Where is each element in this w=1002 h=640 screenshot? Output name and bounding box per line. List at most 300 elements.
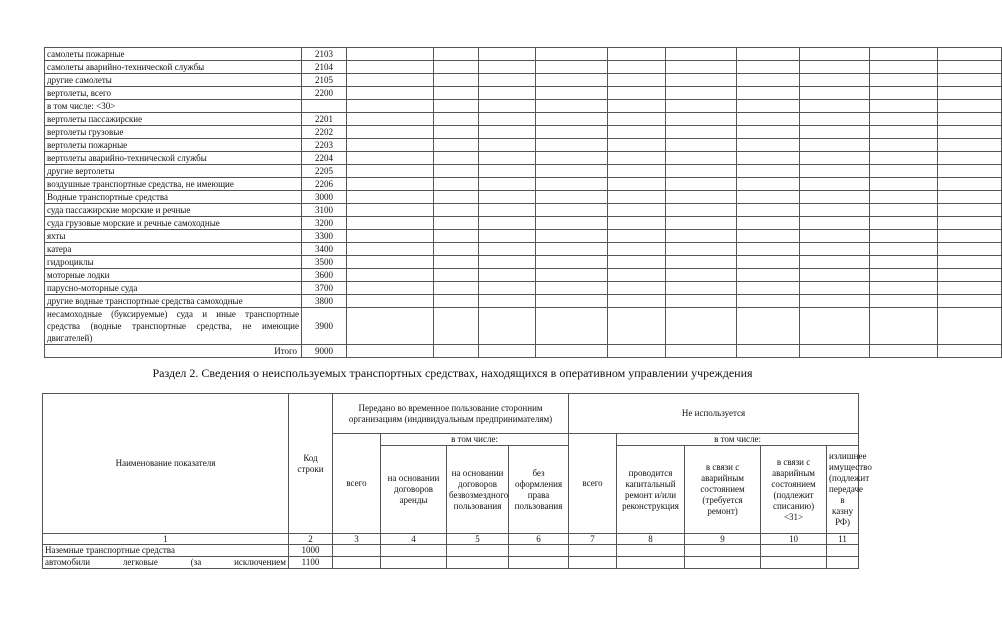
header-including-2: в том числе: — [617, 434, 859, 446]
empty-cell — [870, 217, 938, 230]
row-label: катера — [45, 243, 302, 256]
empty-cell — [536, 61, 608, 74]
empty-cell — [938, 178, 1002, 191]
empty-cell — [666, 217, 737, 230]
empty-cell — [381, 557, 447, 569]
row-label: Водные транспортные средства — [45, 191, 302, 204]
empty-cell — [434, 191, 479, 204]
empty-cell — [608, 74, 666, 87]
empty-cell — [536, 345, 608, 358]
empty-cell — [666, 308, 737, 345]
empty-cell — [617, 557, 685, 569]
empty-cell — [434, 74, 479, 87]
empty-cell — [870, 256, 938, 269]
empty-cell — [536, 165, 608, 178]
empty-cell — [608, 48, 666, 61]
table-row — [45, 165, 1002, 178]
empty-cell — [434, 152, 479, 165]
empty-cell — [800, 345, 870, 358]
empty-cell — [434, 87, 479, 100]
table-row — [45, 100, 1002, 113]
column-number: 1 — [43, 534, 289, 545]
empty-cell — [800, 113, 870, 126]
empty-cell — [347, 165, 434, 178]
empty-cell — [938, 256, 1002, 269]
row-code: 1100 — [289, 557, 333, 569]
header-surplus: излишнее имущество (подлежит передаче в казну РФ) — [827, 446, 859, 534]
empty-cell — [479, 256, 536, 269]
empty-cell — [938, 48, 1002, 61]
row-code: 2105 — [302, 74, 347, 87]
empty-cell — [870, 100, 938, 113]
empty-cell — [536, 139, 608, 152]
empty-cell — [536, 74, 608, 87]
empty-cell — [608, 152, 666, 165]
empty-cell — [800, 269, 870, 282]
empty-cell — [479, 74, 536, 87]
empty-cell — [870, 269, 938, 282]
empty-cell — [347, 204, 434, 217]
empty-cell — [737, 61, 800, 74]
empty-cell — [737, 100, 800, 113]
row-code: 3000 — [302, 191, 347, 204]
table-row — [43, 545, 859, 557]
empty-cell — [434, 230, 479, 243]
empty-cell — [434, 48, 479, 61]
empty-cell — [666, 139, 737, 152]
empty-cell — [800, 308, 870, 345]
empty-cell — [347, 243, 434, 256]
column-number: 4 — [381, 534, 447, 545]
header-free-use: на основании договоров безвозмездного пользования — [447, 446, 509, 534]
empty-cell — [347, 113, 434, 126]
empty-cell — [666, 126, 737, 139]
empty-cell — [333, 557, 381, 569]
table-row — [43, 557, 859, 569]
table-row — [45, 230, 1002, 243]
empty-cell — [347, 308, 434, 345]
row-label: парусно-моторные суда — [45, 282, 302, 295]
empty-cell — [347, 100, 434, 113]
header-including-1: в том числе: — [381, 434, 569, 446]
empty-cell — [347, 139, 434, 152]
empty-cell — [347, 126, 434, 139]
empty-cell — [434, 178, 479, 191]
empty-cell — [800, 191, 870, 204]
table-row — [45, 152, 1002, 165]
empty-cell — [347, 74, 434, 87]
empty-cell — [608, 126, 666, 139]
header-accident-repair: в связи с аварийным состоянием (требуется ремонт) — [685, 446, 761, 534]
empty-cell — [608, 204, 666, 217]
empty-cell — [347, 230, 434, 243]
empty-cell — [536, 100, 608, 113]
empty-cell — [737, 165, 800, 178]
empty-cell — [800, 217, 870, 230]
empty-cell — [479, 100, 536, 113]
column-number: 9 — [685, 534, 761, 545]
table-row — [45, 139, 1002, 152]
empty-cell — [347, 178, 434, 191]
empty-cell — [827, 557, 859, 569]
empty-cell — [870, 178, 938, 191]
header-accident-write-off: в связи с аварийным состоянием (подлежит списанию) <31> — [761, 446, 827, 534]
empty-cell — [509, 557, 569, 569]
empty-cell — [536, 295, 608, 308]
empty-cell — [536, 87, 608, 100]
empty-cell — [685, 545, 761, 557]
empty-cell — [434, 217, 479, 230]
table-row — [45, 191, 1002, 204]
empty-cell — [737, 230, 800, 243]
empty-cell — [569, 557, 617, 569]
empty-cell — [666, 345, 737, 358]
empty-cell — [479, 204, 536, 217]
row-code: 2204 — [302, 152, 347, 165]
empty-cell — [536, 48, 608, 61]
header-not-used: Не используется — [569, 394, 859, 434]
empty-cell — [938, 152, 1002, 165]
empty-cell — [434, 204, 479, 217]
header-name: Наименование показателя — [43, 394, 289, 534]
empty-cell — [870, 308, 938, 345]
empty-cell — [434, 256, 479, 269]
empty-cell — [479, 269, 536, 282]
table-row — [45, 126, 1002, 139]
empty-cell — [870, 113, 938, 126]
empty-cell — [608, 345, 666, 358]
empty-cell — [536, 230, 608, 243]
empty-cell — [800, 295, 870, 308]
column-number: 7 — [569, 534, 617, 545]
empty-cell — [666, 243, 737, 256]
empty-cell — [737, 345, 800, 358]
row-label: гидроциклы — [45, 256, 302, 269]
empty-cell — [536, 204, 608, 217]
table-unused-vehicles — [42, 393, 872, 569]
empty-cell — [737, 87, 800, 100]
empty-cell — [608, 230, 666, 243]
empty-cell — [870, 165, 938, 178]
empty-cell — [536, 256, 608, 269]
empty-cell — [737, 308, 800, 345]
table-row — [45, 178, 1002, 191]
row-label: воздушные транспортные средства, не имеющие — [45, 178, 302, 191]
empty-cell — [347, 48, 434, 61]
header-no-paper: без оформления права пользования — [509, 446, 569, 534]
empty-cell — [938, 308, 1002, 345]
empty-cell — [737, 139, 800, 152]
empty-cell — [666, 191, 737, 204]
row-code: 3400 — [302, 243, 347, 256]
empty-cell — [347, 345, 434, 358]
empty-cell — [800, 100, 870, 113]
empty-cell — [608, 282, 666, 295]
empty-cell — [608, 217, 666, 230]
empty-cell — [509, 545, 569, 557]
empty-cell — [666, 165, 737, 178]
empty-cell — [666, 74, 737, 87]
empty-cell — [870, 282, 938, 295]
empty-cell — [870, 230, 938, 243]
row-code: 3800 — [302, 295, 347, 308]
empty-cell — [536, 126, 608, 139]
row-label: вертолеты грузовые — [45, 126, 302, 139]
row-label: суда пассажирские морские и речные — [45, 204, 302, 217]
total-label: Итого — [45, 345, 302, 358]
empty-cell — [608, 308, 666, 345]
empty-cell — [536, 113, 608, 126]
row-code: 3300 — [302, 230, 347, 243]
table-row — [45, 74, 1002, 87]
row-label: другие водные транспортные средства самоходные — [45, 295, 302, 308]
empty-cell — [666, 61, 737, 74]
row-label: в том числе: <30> — [45, 100, 302, 113]
empty-cell — [479, 243, 536, 256]
empty-cell — [434, 282, 479, 295]
empty-cell — [347, 217, 434, 230]
empty-cell — [479, 87, 536, 100]
empty-cell — [737, 48, 800, 61]
table-row — [45, 256, 1002, 269]
empty-cell — [870, 87, 938, 100]
empty-cell — [737, 243, 800, 256]
empty-cell — [800, 126, 870, 139]
table-row — [45, 61, 1002, 74]
column-number: 11 — [827, 534, 859, 545]
empty-cell — [347, 61, 434, 74]
empty-cell — [870, 345, 938, 358]
row-label: самолеты пожарные — [45, 48, 302, 61]
empty-cell — [666, 100, 737, 113]
empty-cell — [737, 178, 800, 191]
empty-cell — [870, 295, 938, 308]
row-code: 3200 — [302, 217, 347, 230]
empty-cell — [800, 74, 870, 87]
empty-cell — [737, 295, 800, 308]
empty-cell — [737, 74, 800, 87]
empty-cell — [479, 165, 536, 178]
empty-cell — [479, 178, 536, 191]
row-code: 2201 — [302, 113, 347, 126]
row-label: вертолеты аварийно-технической службы — [45, 152, 302, 165]
empty-cell — [536, 191, 608, 204]
empty-cell — [479, 191, 536, 204]
row-label: яхты — [45, 230, 302, 243]
header-code: Код строки — [289, 394, 333, 534]
table-row — [45, 113, 1002, 126]
empty-cell — [608, 178, 666, 191]
empty-cell — [938, 230, 1002, 243]
empty-cell — [938, 126, 1002, 139]
empty-cell — [666, 113, 737, 126]
row-code: 2206 — [302, 178, 347, 191]
empty-cell — [938, 113, 1002, 126]
row-label: суда грузовые морские и речные самоходные — [45, 217, 302, 230]
empty-cell — [536, 152, 608, 165]
empty-cell — [938, 204, 1002, 217]
empty-cell — [737, 126, 800, 139]
column-number-row — [43, 534, 859, 545]
empty-cell — [333, 545, 381, 557]
row-code: 2202 — [302, 126, 347, 139]
empty-cell — [479, 152, 536, 165]
empty-cell — [479, 282, 536, 295]
empty-cell — [608, 269, 666, 282]
empty-cell — [870, 152, 938, 165]
empty-cell — [737, 256, 800, 269]
empty-cell — [479, 230, 536, 243]
empty-cell — [434, 308, 479, 345]
row-code: 2103 — [302, 48, 347, 61]
column-number: 5 — [447, 534, 509, 545]
empty-cell — [870, 139, 938, 152]
table-row — [45, 282, 1002, 295]
header-total-not-used: всего — [569, 434, 617, 534]
empty-cell — [347, 256, 434, 269]
empty-cell — [347, 269, 434, 282]
empty-cell — [870, 243, 938, 256]
empty-cell — [608, 295, 666, 308]
row-label: вертолеты, всего — [45, 87, 302, 100]
empty-cell — [761, 557, 827, 569]
header-total-transferred: всего — [333, 434, 381, 534]
table-row — [45, 295, 1002, 308]
empty-cell — [800, 243, 870, 256]
row-label: Наземные транспортные средства — [43, 545, 289, 557]
empty-cell — [608, 113, 666, 126]
empty-cell — [800, 178, 870, 191]
empty-cell — [434, 269, 479, 282]
empty-cell — [608, 191, 666, 204]
empty-cell — [447, 557, 509, 569]
empty-cell — [666, 87, 737, 100]
table-row — [45, 243, 1002, 256]
table-row — [45, 204, 1002, 217]
empty-cell — [666, 269, 737, 282]
header-transferred: Передано во временное пользование сторонним организациям (индивидуальным предпринимателям) — [333, 394, 569, 434]
empty-cell — [447, 545, 509, 557]
column-number: 6 — [509, 534, 569, 545]
empty-cell — [536, 178, 608, 191]
header-repair: проводится капитальный ремонт и/или реконструкция — [617, 446, 685, 534]
empty-cell — [800, 139, 870, 152]
empty-cell — [870, 191, 938, 204]
empty-cell — [434, 126, 479, 139]
empty-cell — [761, 545, 827, 557]
empty-cell — [938, 269, 1002, 282]
column-number: 3 — [333, 534, 381, 545]
empty-cell — [479, 113, 536, 126]
empty-cell — [536, 217, 608, 230]
row-code — [302, 100, 347, 113]
empty-cell — [685, 557, 761, 569]
empty-cell — [737, 217, 800, 230]
empty-cell — [737, 282, 800, 295]
empty-cell — [800, 204, 870, 217]
empty-cell — [608, 256, 666, 269]
empty-cell — [666, 178, 737, 191]
empty-cell — [347, 191, 434, 204]
empty-cell — [666, 282, 737, 295]
row-code: 2205 — [302, 165, 347, 178]
column-number: 2 — [289, 534, 333, 545]
empty-cell — [666, 152, 737, 165]
table-row — [45, 269, 1002, 282]
row-code: 1000 — [289, 545, 333, 557]
empty-cell — [800, 152, 870, 165]
empty-cell — [827, 545, 859, 557]
empty-cell — [434, 165, 479, 178]
empty-cell — [666, 256, 737, 269]
empty-cell — [938, 139, 1002, 152]
empty-cell — [479, 308, 536, 345]
empty-cell — [737, 113, 800, 126]
column-number: 8 — [617, 534, 685, 545]
empty-cell — [608, 139, 666, 152]
total-code: 9000 — [302, 345, 347, 358]
empty-cell — [569, 545, 617, 557]
empty-cell — [434, 113, 479, 126]
empty-cell — [434, 295, 479, 308]
empty-cell — [536, 308, 608, 345]
empty-cell — [870, 74, 938, 87]
empty-cell — [938, 100, 1002, 113]
empty-cell — [479, 217, 536, 230]
empty-cell — [800, 282, 870, 295]
section2-title: Раздел 2. Сведения о неиспользуемых транспортных средствах, находящихся в оперативном управлении учреждения — [152, 366, 753, 380]
empty-cell — [666, 230, 737, 243]
empty-cell — [536, 282, 608, 295]
total-row — [45, 345, 1002, 358]
row-code: 3500 — [302, 256, 347, 269]
empty-cell — [479, 139, 536, 152]
empty-cell — [381, 545, 447, 557]
empty-cell — [870, 48, 938, 61]
empty-cell — [870, 204, 938, 217]
table-row — [45, 217, 1002, 230]
row-code: 3900 — [302, 308, 347, 345]
empty-cell — [434, 243, 479, 256]
empty-cell — [800, 165, 870, 178]
header-lease: на основании договоров аренды — [381, 446, 447, 534]
row-code: 2104 — [302, 61, 347, 74]
empty-cell — [800, 230, 870, 243]
empty-cell — [479, 126, 536, 139]
column-number: 10 — [761, 534, 827, 545]
empty-cell — [479, 48, 536, 61]
empty-cell — [666, 295, 737, 308]
empty-cell — [347, 87, 434, 100]
empty-cell — [434, 345, 479, 358]
empty-cell — [938, 61, 1002, 74]
row-label: вертолеты пассажирские — [45, 113, 302, 126]
empty-cell — [938, 345, 1002, 358]
empty-cell — [870, 61, 938, 74]
row-label: автомобили легковые (за исключением — [43, 557, 289, 569]
empty-cell — [666, 48, 737, 61]
empty-cell — [938, 165, 1002, 178]
empty-cell — [347, 282, 434, 295]
empty-cell — [800, 87, 870, 100]
empty-cell — [608, 165, 666, 178]
row-code: 3700 — [302, 282, 347, 295]
row-code: 3600 — [302, 269, 347, 282]
empty-cell — [536, 243, 608, 256]
empty-cell — [737, 191, 800, 204]
empty-cell — [608, 61, 666, 74]
empty-cell — [479, 295, 536, 308]
